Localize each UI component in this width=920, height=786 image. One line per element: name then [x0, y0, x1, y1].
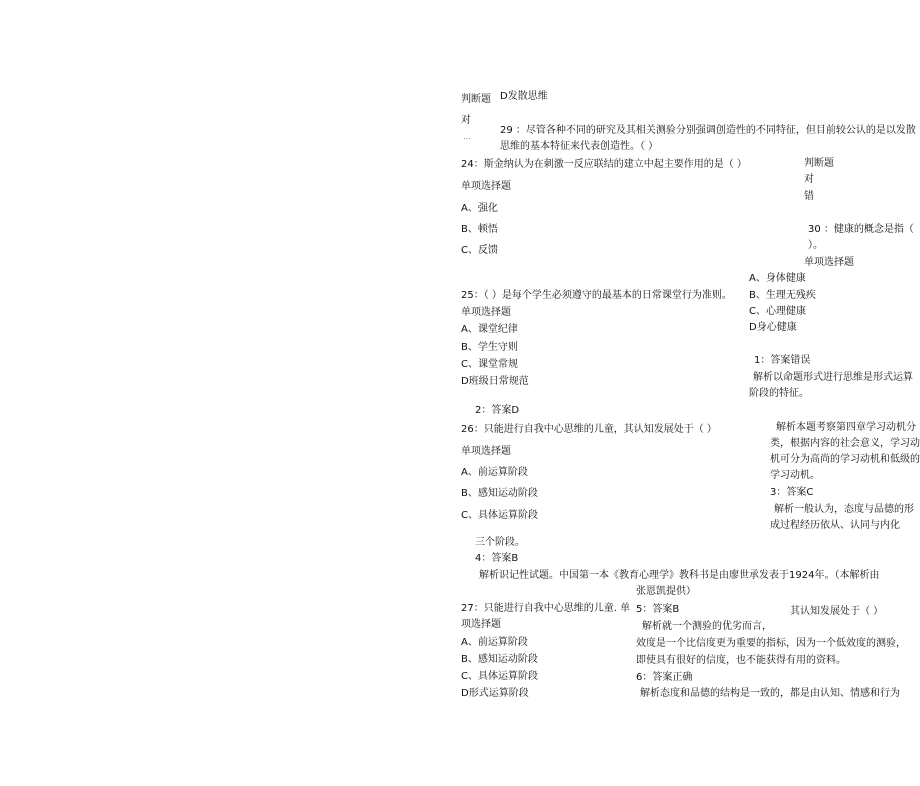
- answer-4-explanation: 解析识记性试题。中国第一本《教育心理学》教科书是由廖世承发表于1924年。（本解析由: [479, 570, 880, 581]
- option-b: B、学生守则: [461, 342, 518, 353]
- question-25: 25：（ ）是每个学生必须遵守的最基本的日常课堂行为准则。: [461, 290, 732, 301]
- option-b: B、感知运动阶段: [461, 654, 538, 665]
- answer-5-explanation: 即使具有很好的信度，也不能获得有用的资料。: [636, 655, 846, 666]
- question-type-label: 单项选择题: [461, 307, 511, 318]
- answer-true-label: 对: [461, 115, 471, 126]
- ellipsis-mark: …: [463, 132, 471, 141]
- question-27: 27：只能进行自我中心思维的儿童. 单项选择题: [461, 603, 631, 630]
- question-26: 26：只能进行自我中心思维的儿童，其认知发展处于（ ）: [461, 424, 717, 435]
- question-type-label: 单项选择题: [804, 257, 854, 268]
- answer-4: 4：答案B: [475, 553, 519, 564]
- answer-6: 6：答案正确: [636, 672, 693, 683]
- answer-5-explanation: 解析就一个测验的优劣而言，: [642, 621, 772, 632]
- answer-6-explanation: 解析态度和品德的结构是一致的，都是由认知、情感和行为: [640, 688, 900, 699]
- answer-false-label: 错: [804, 191, 814, 202]
- answer-5-explanation: 效度是一个比信度更为重要的指标，因为一个低效度的测验，: [636, 638, 906, 649]
- option-b: B、生理无残疾: [749, 290, 816, 301]
- answer-5: 5：答案B: [636, 604, 680, 615]
- question-29: 29 ：尽管各种不同的研究及其相关测验分别强调创造性的不同特征，但目前较公认的是以发散思维的基本特征来代表创造性。（ ）: [500, 125, 916, 152]
- option-a: A、身体健康: [749, 273, 806, 284]
- option-c: C、反馈: [461, 245, 498, 256]
- option-c: C、具体运算阶段: [461, 510, 538, 521]
- option-c: C、具体运算阶段: [461, 671, 538, 682]
- answer-3-explanation: 解析一般认为，态度与品德的形成过程经历依从、认同与内化: [770, 504, 914, 531]
- answer-4-credit: 张恩凯提供）: [636, 586, 696, 597]
- option-d: D班级日常规范: [461, 376, 529, 387]
- option-b: B、顿悟: [461, 224, 498, 235]
- option-d: D发散思维: [500, 91, 548, 102]
- option-d: D形式运算阶段: [461, 688, 529, 699]
- option-a: A、强化: [461, 203, 498, 214]
- answer-3: 3：答案C: [770, 487, 814, 498]
- answer-3-continuation: 三个阶段。: [475, 537, 525, 548]
- question-type-label: 判断题: [804, 158, 834, 169]
- option-a: A、前运算阶段: [461, 637, 528, 648]
- question-type-label: 单项选择题: [461, 181, 511, 192]
- answer-2-explanation: 解析本题考察第四章学习动机分类，根据内容的社会意义，学习动机可分为高尚的学习动机和低级的学习动机。: [770, 422, 920, 481]
- answer-true-label: 对: [804, 174, 814, 185]
- question-type-label: 单项选择题: [461, 446, 511, 457]
- question-30: 30 ：健康的概念是指（ ）。: [808, 224, 914, 251]
- option-c: C、心理健康: [749, 306, 806, 317]
- option-b: B、感知运动阶段: [461, 488, 538, 499]
- question-type-label: 判断题: [461, 94, 491, 105]
- option-a: A、前运算阶段: [461, 467, 528, 478]
- answer-1-explanation: 解析以命题形式进行思维是形式运算阶段的特征。: [749, 372, 913, 399]
- question-24: 24：斯金纳认为在刺激一反应联结的建立中起主要作用的是（ ）: [461, 159, 747, 170]
- option-a: A、课堂纪律: [461, 324, 518, 335]
- option-d: D身心健康: [749, 322, 797, 333]
- question-27-continuation: 其认知发展处于（ ）: [790, 606, 884, 617]
- answer-2: 2：答案D: [475, 405, 520, 416]
- option-c: C、课堂常规: [461, 359, 518, 370]
- answer-1: 1：答案错误: [754, 355, 811, 366]
